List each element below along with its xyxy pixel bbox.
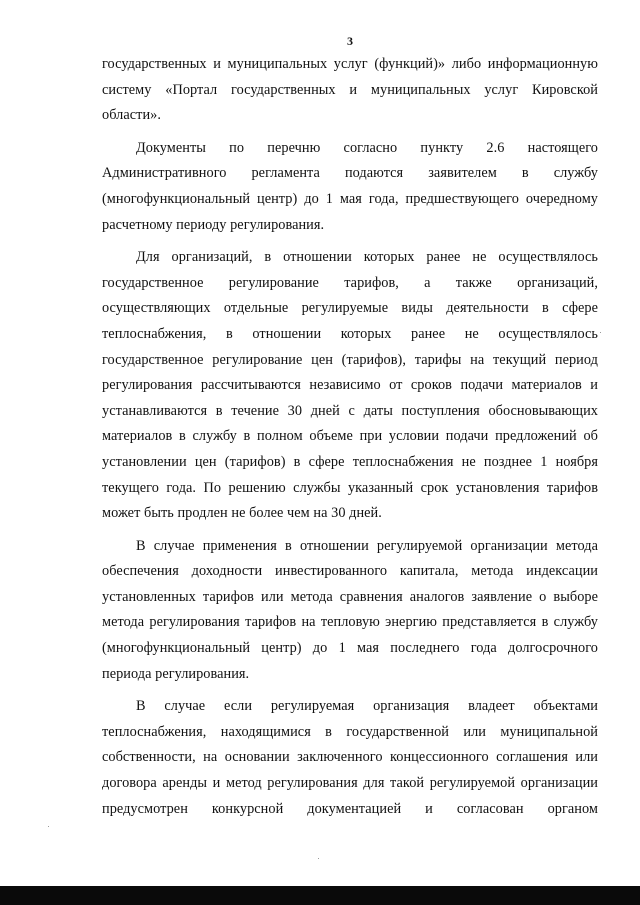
paragraph-documents-deadline <box>102 136 598 238</box>
text-line: В случае применения в отношении регулируемой организации метода <box>136 537 598 554</box>
text-line: (многофункциональный центр) до 1 мая года, предшествующего очередному <box>102 190 598 207</box>
text-line: установлении цен (тарифов) в сфере теплоснабжения не позднее 1 ноября <box>102 453 598 470</box>
paragraph-regulation-method <box>102 534 598 688</box>
text-line: Для организаций, в отношении которых ранее не осуществлялось <box>136 249 598 266</box>
text-line: расчетному периоду регулирования. <box>102 216 325 233</box>
text-line: может быть продлен не более чем на 30 дней. <box>102 505 382 522</box>
text-line: государственное регулирование цен (тарифов), тарифы на текущий период <box>102 351 598 368</box>
text-line: регулирования рассчитываются независимо от сроков подачи материалов и <box>102 377 598 394</box>
page-number: 3 <box>347 34 353 48</box>
text-line: текущего года. По решению службы указанный срок установления тарифов <box>102 479 598 496</box>
scan-border-bottom <box>0 886 640 905</box>
text-line: договора аренды и метод регулирования для такой регулируемой организации <box>102 775 598 792</box>
text-line: метода регулирования тарифов на тепловую энергию представляется в службу <box>102 614 598 631</box>
scan-speck <box>600 332 601 333</box>
text-line: собственности, на основании заключенного концессионного соглашения или <box>102 749 598 766</box>
paragraph-new-organizations <box>102 245 598 527</box>
paragraph-continuation <box>102 52 598 129</box>
text-line: устанавливаются в течение 30 дней с даты поступления обосновывающих <box>102 402 598 419</box>
text-line: (многофункциональный центр) до 1 мая последнего года долгосрочного <box>102 640 598 657</box>
scan-speck <box>48 826 49 827</box>
text-line: установленных тарифов или метода сравнения аналогов заявление о выборе <box>102 588 598 605</box>
text-line: области». <box>102 107 161 124</box>
document-body <box>102 52 598 822</box>
text-line: государственных и муниципальных услуг (функций)» либо информационную <box>102 56 598 72</box>
text-line: систему «Портал государственных и муниципальных услуг Кировской <box>102 81 598 98</box>
text-line: В случае если регулируемая организация владеет объектами <box>136 698 598 715</box>
text-line: государственное регулирование тарифов, а также организаций, <box>102 274 598 291</box>
text-line: теплоснабжения, находящимися в государственной или муниципальной <box>102 723 598 740</box>
text-line: обеспечения доходности инвестированного капитала, метода индексации <box>102 563 598 580</box>
paragraph-concession <box>102 694 598 822</box>
text-line: осуществляющих отдельные регулируемые виды деятельности в сфере <box>102 300 598 317</box>
text-line: материалов в службу в полном объеме при условии подачи предложений об <box>102 428 598 445</box>
text-line: Документы по перечню согласно пункту 2.6 настоящего <box>136 139 598 156</box>
text-line: предусмотрен конкурсной документацией и согласован органом <box>102 800 598 817</box>
scan-speck <box>318 858 319 859</box>
text-line: Административного регламента подаются заявителем в службу <box>102 165 598 182</box>
text-line: теплоснабжения, в отношении которых ранее не осуществлялось <box>102 325 598 342</box>
text-line: периода регулирования. <box>102 665 250 682</box>
